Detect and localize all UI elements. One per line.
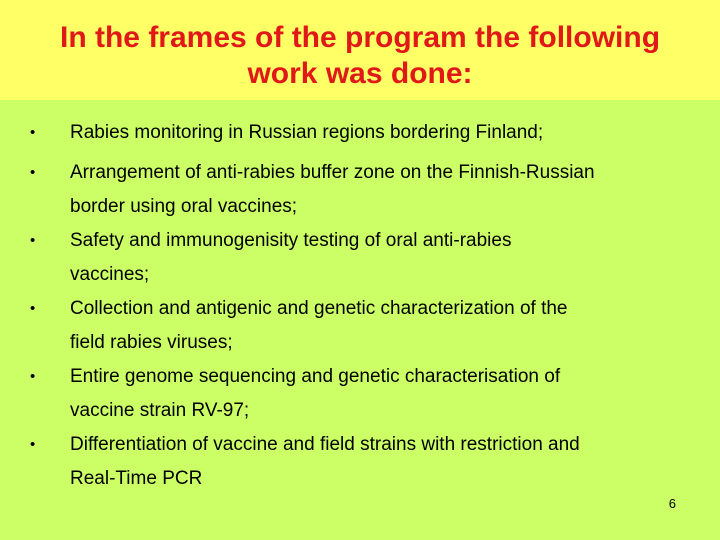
bullet-line: Differentiation of vaccine and field strains with restriction and (70, 434, 580, 455)
bullet-item (30, 292, 690, 360)
bullet-line: Safety and immunogenisity testing of oral anti-rabies (70, 230, 512, 251)
bullet-line: Real-Time PCR (70, 468, 203, 489)
bullet-line: Collection and antigenic and genetic characterization of the (70, 298, 568, 319)
bullet-line: border using oral vaccines; (70, 196, 298, 217)
bullet-dot-icon: • (30, 124, 36, 141)
title-line-2: work was done: (247, 57, 473, 90)
bullet-line: vaccine strain RV-97; (70, 400, 250, 421)
bullet-line: Rabies monitoring in Russian regions bordering Finland; (70, 122, 544, 143)
bullet-item (30, 224, 690, 292)
bullet-line: Entire genome sequencing and genetic characterisation of (70, 366, 561, 387)
bullet-line: field rabies viruses; (70, 332, 233, 353)
bullet-dot-icon: • (30, 300, 36, 317)
bullet-line: Arrangement of anti-rabies buffer zone on the Finnish-Russian (70, 162, 595, 183)
bullet-dot-icon: • (30, 436, 36, 453)
bullet-dot-icon: • (30, 368, 36, 385)
bullet-dot-icon: • (30, 164, 36, 181)
page-number: 6 (668, 496, 676, 511)
bullet-dot-icon: • (30, 232, 36, 249)
bullet-item (30, 360, 690, 428)
bullet-item (30, 156, 690, 224)
bullet-item (30, 116, 690, 150)
bullet-item (30, 428, 690, 496)
bullet-line: vaccines; (70, 264, 150, 285)
title-line-1: In the frames of the program the following (59, 21, 661, 54)
